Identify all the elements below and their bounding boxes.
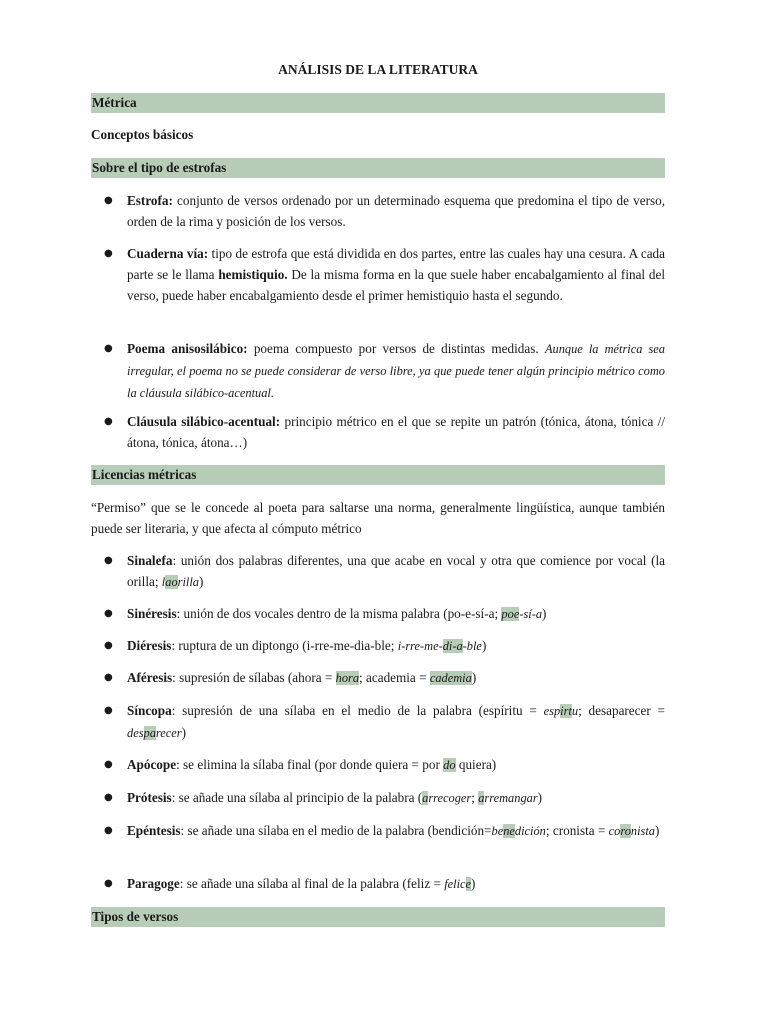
definition: : ruptura de un diptongo (i-rre-me-dia-ble; (171, 638, 398, 653)
example: desparecer (127, 726, 182, 740)
highlight: irt (560, 704, 572, 718)
highlight: pa (143, 726, 156, 740)
list-item-cuaderna-via (127, 243, 665, 306)
definition: : se añade una sílaba en el medio de la palabra (bendición= (180, 823, 492, 838)
definition-cont: De la misma forma en la que suele haber encabalgamiento al final del verso, puede haber encabalgamiento desde el primer hemistiquio hasta el segundo. (127, 267, 665, 303)
definition: : supresión de sílabas (ahora = (172, 670, 336, 685)
definition: tipo de estrofa que está dividida en dos partes, entre las cuales hay una cesura. A cada parte se le llama (127, 246, 665, 282)
section-estrofas: Sobre el tipo de estrofas (91, 158, 665, 178)
list-item-sinalefa: ● Sinalefa: unión dos palabras diferentes, una que acabe en vocal y otra que comience por vocal (la orilla; laorilla) (127, 550, 665, 593)
example: poe-sí-a (501, 607, 543, 621)
highlight: ne (503, 824, 515, 838)
list-item-apocope: ● Apócope: se elimina la sílaba final (por donde quiera = por do quiera) (127, 754, 665, 776)
term: Cuaderna vía: (127, 246, 209, 261)
highlight: a (478, 791, 485, 805)
term: Cláusula silábico-acentual: (127, 414, 281, 429)
list-item-dieresis: ● Diéresis: ruptura de un diptongo (i-rre-me-dia-ble; i-rre-me-di-a-ble) (127, 635, 665, 657)
term: Diéresis (127, 638, 172, 653)
list-item-sincopa: ● Síncopa: supresión de una sílaba en el medio de la palabra (espíritu = espirtu; desaparecer = desparecer) (127, 700, 665, 744)
example: coronista (608, 824, 656, 838)
list-item-epentesis: ● Epéntesis: se añade una sílaba en el medio de la palabra (bendición=benedición; cronista = coronista) (127, 820, 665, 842)
note-italic: Aunque la métrica sea irregular, el poema no se puede considerar de verso libre, ya que puede tener algún principio métrico como la cláusula silábico-acentual. (127, 342, 665, 400)
term: Prótesis (127, 790, 172, 805)
highlight: di-a (442, 639, 463, 653)
highlight: poe (501, 607, 520, 621)
section-licencias: Licencias métricas (91, 465, 665, 485)
list-item-protesis: ● Prótesis: se añade una sílaba al principio de la palabra (arrecoger; arremangar) (127, 787, 665, 809)
definition: : se añade una sílaba al final de la palabra (feliz = (179, 876, 445, 891)
heading-conceptos: Conceptos básicos (91, 127, 194, 142)
page-title: ANÁLISIS DE LA LITERATURA (278, 62, 478, 77)
term: Poema anisosilábico: (127, 341, 248, 356)
highlight: ro (620, 824, 631, 838)
list-item-poema-anisosilabico (127, 338, 665, 404)
example-highlight: hora (335, 671, 360, 685)
section-tipos-versos: Tipos de versos (91, 907, 665, 927)
highlight: e (465, 877, 472, 891)
example: i-rre-me-di-a-ble (397, 639, 482, 653)
example: arrecoger (422, 791, 472, 805)
term: Sinéresis (127, 606, 177, 621)
example-highlight: cademia (429, 671, 472, 685)
list-item-paragoge: ● Paragoge: se añade una sílaba al final de la palabra (feliz = felice) (127, 873, 665, 895)
term: Apócope (127, 757, 177, 772)
definition: : supresión de una sílaba en el medio de la palabra (espíritu = (171, 703, 544, 718)
highlight: a (422, 791, 429, 805)
definition: : se elimina la sílaba final (por donde quiera = por (176, 757, 444, 772)
term: Paragoge (127, 876, 180, 891)
definition: : se añade una sílaba al principio de la palabra ( (171, 790, 423, 805)
example: benedición (491, 824, 546, 838)
definition: poema compuesto por versos de distintas medidas. (247, 341, 545, 356)
example: felice (444, 877, 472, 891)
example: espirtu (543, 704, 579, 718)
highlight: ao (165, 575, 178, 589)
list-item-estrofa (127, 190, 665, 232)
list-item-clausula (127, 411, 665, 453)
list-item-aferesis: ● Aféresis: supresión de sílabas (ahora = hora; academia = cademia) (127, 667, 665, 689)
definition: : unión de dos vocales dentro de la misma palabra (po-e-sí-a; (176, 606, 502, 621)
definition: : unión dos palabras diferentes, una que acabe en vocal y otra que comience por vocal (la orilla; (127, 553, 665, 589)
term: Estrofa: (127, 193, 173, 208)
section-metrica: Métrica (91, 93, 665, 113)
licencias-intro: “Permiso” que se le concede al poeta para saltarse una norma, generalmente lingüística, aunque también puede ser literaria, y que afecta al cómputo métrico (91, 500, 665, 536)
term: Epéntesis (127, 823, 181, 838)
definition: principio métrico en el que se repite un patrón (tónica, átona, tónica // átona, tónica, átona…) (127, 414, 665, 450)
example: arremangar (478, 791, 538, 805)
example-highlight: do (443, 758, 456, 772)
example: laorilla (161, 575, 199, 589)
term: Aféresis (127, 670, 173, 685)
term: Sinalefa (127, 553, 173, 568)
term-hemistiquio: hemistiquio. (218, 267, 288, 282)
list-item-sineresis: ● Sinéresis: unión de dos vocales dentro de la misma palabra (po-e-sí-a; poe-sí-a) (127, 603, 665, 625)
definition: conjunto de versos ordenado por un determinado esquema que predomina el tipo de verso, orden de la rima y posición de los versos. (127, 193, 665, 229)
term: Síncopa (127, 703, 172, 718)
